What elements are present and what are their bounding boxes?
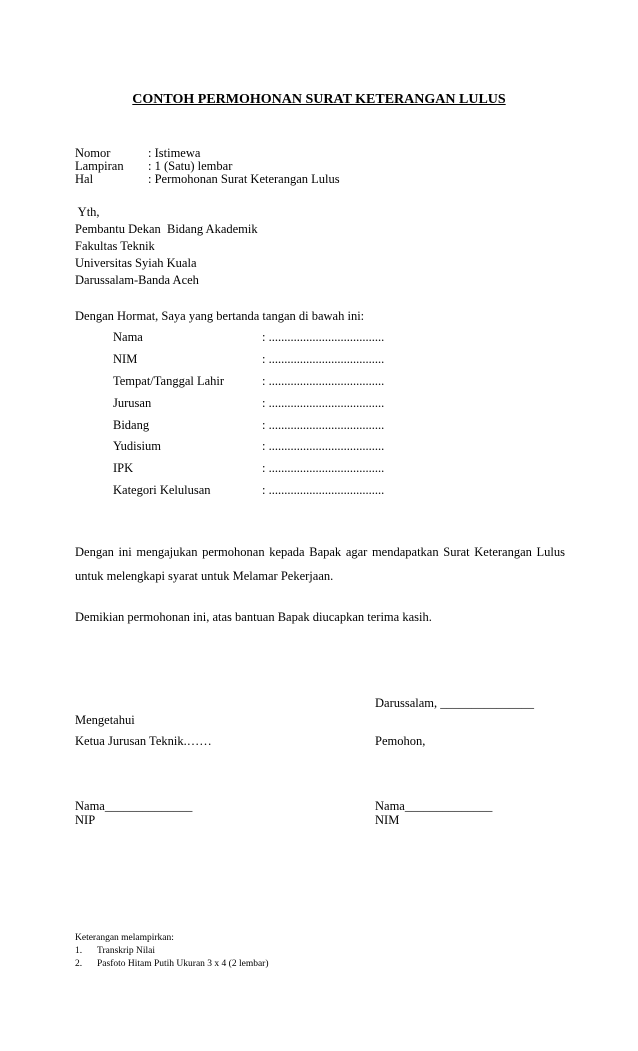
left-signatory-id: NIP: [75, 813, 96, 827]
field-value-jurusan: : .....................................: [262, 396, 385, 410]
attachment-item: Pasfoto Hitam Putih Ukuran 3 x 4 (2 lembar): [97, 959, 269, 969]
document-title: CONTOH PERMOHONAN SURAT KETERANGAN LULUS: [132, 92, 506, 107]
meta-label-nomor: Nomor: [75, 146, 111, 160]
field-label-yudisium: Yudisium: [113, 439, 161, 453]
attachment-number: 1.: [75, 946, 83, 956]
meta-value-lampiran: : 1 (Satu) lembar: [148, 159, 233, 173]
field-label-nim: NIM: [113, 352, 138, 366]
meta-label-lampiran: Lampiran: [75, 159, 124, 173]
field-value-nim: : .....................................: [262, 352, 385, 366]
field-label-nama: Nama: [113, 330, 143, 344]
recipient-line: Darussalam-Banda Aceh: [75, 273, 199, 287]
field-label-kategori: Kategori Kelulusan: [113, 483, 211, 497]
body-paragraph-line1: Dengan ini mengajukan permohonan kepada Bapak agar mendapatkan Surat Keterangan Lulus: [75, 545, 565, 559]
recipient-line: Fakultas Teknik: [75, 239, 155, 253]
field-label-ipk: IPK: [113, 461, 134, 475]
field-value-bidang: : .....................................: [262, 418, 385, 432]
left-signatory-name: Nama______________: [75, 799, 193, 813]
field-value-ipk: : .....................................: [262, 461, 385, 475]
recipient-line: Pembantu Dekan Bidang Akademik: [75, 222, 258, 236]
right-signatory-name: Nama______________: [375, 799, 493, 813]
closing-paragraph: Demikian permohonan ini, atas bantuan Bapak diucapkan terima kasih.: [75, 610, 432, 624]
field-label-bidang: Bidang: [113, 418, 150, 432]
field-label-ttl: Tempat/Tanggal Lahir: [113, 374, 225, 388]
recipient-salutation: Yth,: [75, 205, 100, 219]
field-value-nama: : .....................................: [262, 330, 385, 344]
meta-value-hal: : Permohonan Surat Keterangan Lulus: [148, 172, 340, 186]
recipient-line: Universitas Syiah Kuala: [75, 256, 197, 270]
attachment-number: 2.: [75, 959, 83, 969]
body-paragraph-line2: untuk melengkapi syarat untuk Melamar Pekerjaan.: [75, 569, 334, 583]
greeting: Dengan Hormat, Saya yang bertanda tangan di bawah ini:: [75, 309, 365, 323]
mengetahui-label: Mengetahui: [75, 713, 135, 727]
meta-label-hal: Hal: [75, 172, 94, 186]
right-signatory-id: NIM: [375, 813, 400, 827]
attachments-heading: Keterangan melampirkan:: [75, 933, 174, 943]
field-value-kategori: : .....................................: [262, 483, 385, 497]
attachment-item: Transkrip Nilai: [97, 946, 155, 956]
place-date: Darussalam, _______________: [375, 696, 535, 710]
left-signatory-role: Ketua Jurusan Teknik.……: [75, 734, 212, 748]
field-value-yudisium: : .....................................: [262, 439, 385, 453]
right-signatory-role: Pemohon,: [375, 734, 426, 748]
meta-value-nomor: : Istimewa: [148, 146, 201, 160]
field-value-ttl: : .....................................: [262, 374, 385, 388]
field-label-jurusan: Jurusan: [113, 396, 152, 410]
